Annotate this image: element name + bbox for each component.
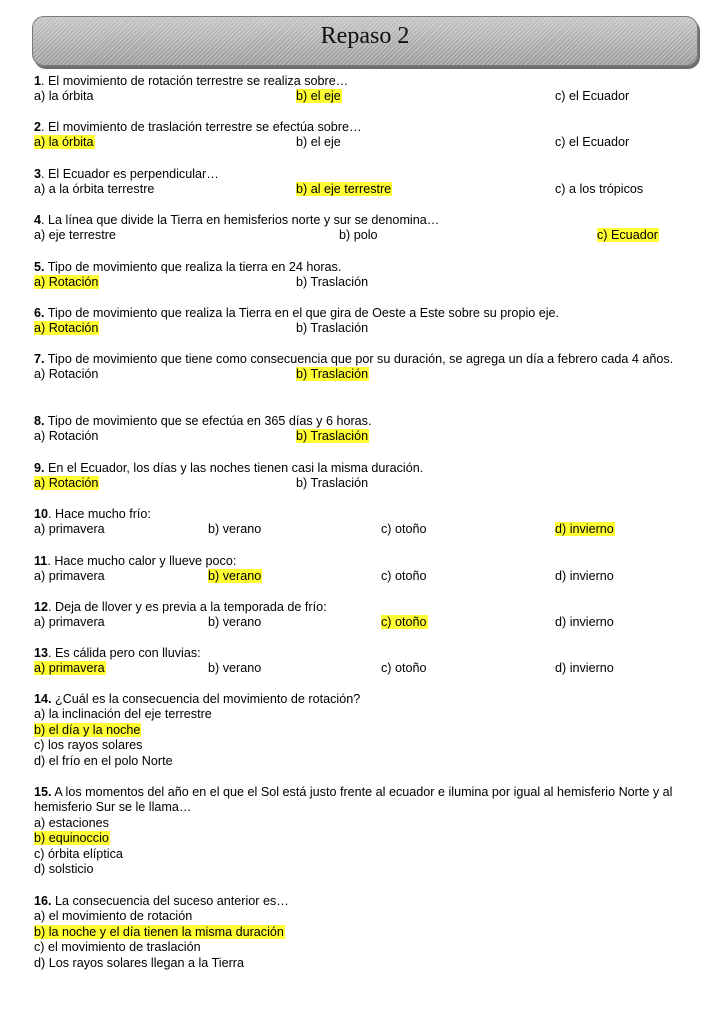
option-text: d) el frío en el polo Norte — [34, 753, 173, 768]
question-stem — [34, 352, 722, 367]
option-d — [34, 862, 722, 877]
option-c — [381, 661, 428, 676]
question-number: 13 — [34, 646, 49, 660]
option-text: b) Traslación — [296, 429, 369, 444]
question-text: . Hace mucho frío: — [48, 507, 151, 521]
option-b — [296, 182, 392, 197]
question-number: 16. — [34, 894, 52, 908]
option-text: c) otoño — [381, 569, 427, 584]
option-text: b) equinoccio — [34, 831, 109, 846]
option-b — [208, 661, 262, 676]
option-a — [34, 816, 722, 831]
option-text: a) la órbita — [34, 89, 94, 104]
question-number: 9. — [34, 461, 45, 475]
option-b — [296, 367, 369, 382]
option-d — [34, 956, 722, 971]
title-banner — [32, 16, 698, 66]
question-stem — [34, 894, 722, 909]
option-c — [381, 615, 428, 630]
question-number: 3 — [34, 167, 42, 181]
option-text: a) Rotación — [34, 321, 99, 336]
option-text: b) verano — [208, 522, 262, 537]
question-stem — [34, 306, 722, 321]
question-text: En el Ecuador, los días y las noches tienen casi la misma duración. — [44, 461, 424, 475]
option-a — [34, 429, 99, 444]
option-b — [208, 615, 262, 630]
option-b — [208, 569, 262, 584]
option-text: c) el Ecuador — [555, 135, 630, 150]
question-number: 1 — [34, 74, 42, 88]
question-6 — [34, 306, 722, 337]
option-c — [34, 847, 722, 862]
option-text: a) Rotación — [34, 429, 99, 444]
option-text: a) primavera — [34, 615, 105, 630]
option-text: c) a los trópicos — [555, 182, 644, 197]
option-text: b) verano — [208, 615, 262, 630]
option-text: a) primavera — [34, 522, 105, 537]
option-text: a) la inclinación del eje terrestre — [34, 707, 212, 722]
page-title: Repaso 2 — [320, 23, 410, 49]
question-text: Tipo de movimiento que tiene como consecuencia que por su duración, se agrega un día a febrero cada 4 años. — [44, 352, 674, 366]
option-text: b) polo — [339, 228, 378, 243]
question-14 — [34, 692, 722, 769]
option-text: a) estaciones — [34, 815, 109, 830]
option-text: b) Traslación — [296, 476, 369, 491]
option-c — [555, 182, 644, 197]
option-a — [34, 707, 722, 722]
question-7 — [34, 352, 722, 383]
option-a — [34, 321, 99, 336]
option-b — [296, 135, 342, 150]
question-12 — [34, 600, 722, 631]
option-text: a) Rotación — [34, 275, 99, 290]
question-stem — [34, 646, 722, 661]
option-text: d) invierno — [555, 661, 614, 676]
option-text: b) Traslación — [296, 321, 369, 336]
option-text: c) otoño — [381, 661, 427, 676]
option-d — [555, 569, 615, 584]
question-number: 15. — [34, 785, 52, 799]
question-9 — [34, 461, 722, 492]
option-a — [34, 615, 106, 630]
option-text: d) Los rayos solares llegan a la Tierra — [34, 955, 244, 970]
question-text: . El movimiento de traslación terrestre se efectúa sobre… — [41, 120, 362, 134]
question-text: . El Ecuador es perpendicular… — [41, 167, 219, 181]
option-a — [34, 569, 106, 584]
option-b — [34, 831, 722, 846]
question-5 — [34, 260, 722, 291]
option-text: c) el movimiento de traslación — [34, 940, 201, 955]
option-c — [597, 228, 659, 243]
question-stem — [34, 74, 722, 89]
question-stem — [34, 260, 722, 275]
question-number: 5. — [34, 260, 45, 274]
option-a — [34, 135, 95, 150]
option-text: c) órbita elíptica — [34, 846, 123, 861]
option-a — [34, 275, 99, 290]
question-11 — [34, 554, 722, 585]
option-text: c) otoño — [381, 615, 427, 630]
question-number: 11 — [34, 554, 48, 568]
question-stem — [34, 600, 722, 615]
question-stem — [34, 785, 722, 816]
option-c — [34, 940, 722, 955]
option-c — [381, 569, 428, 584]
option-c — [34, 738, 722, 753]
option-a — [34, 476, 99, 491]
question-text: . La línea que divide la Tierra en hemisferios norte y sur se denomina… — [41, 213, 440, 227]
option-text: b) Traslación — [296, 367, 369, 382]
option-d — [34, 754, 722, 769]
option-text: b) verano — [208, 569, 262, 584]
question-stem — [34, 692, 722, 707]
option-text: b) el eje — [296, 89, 341, 104]
option-text: d) invierno — [555, 569, 614, 584]
question-number: 6. — [34, 306, 45, 320]
option-b — [208, 522, 262, 537]
question-stem — [34, 507, 722, 522]
option-text: d) solsticio — [34, 862, 94, 877]
question-number: 10 — [34, 507, 49, 521]
question-stem — [34, 554, 722, 569]
question-16 — [34, 894, 722, 971]
question-stem — [34, 414, 722, 429]
option-text: b) verano — [208, 661, 262, 676]
option-text: b) el día y la noche — [34, 722, 141, 737]
question-number: 2 — [34, 120, 42, 134]
option-text: a) Rotación — [34, 367, 99, 382]
option-d — [555, 522, 615, 537]
option-a — [34, 367, 99, 382]
question-stem — [34, 461, 722, 476]
question-number: 8. — [34, 414, 45, 428]
option-a — [34, 661, 106, 676]
option-b — [34, 723, 722, 738]
question-3 — [34, 167, 722, 198]
question-number: 14. — [34, 692, 52, 706]
question-text: . El movimiento de rotación terrestre se realiza sobre… — [41, 74, 349, 88]
question-text: Tipo de movimiento que realiza la tierra en 24 horas. — [44, 260, 342, 274]
question-4 — [34, 213, 722, 244]
option-text: a) eje terrestre — [34, 228, 116, 243]
option-a — [34, 522, 106, 537]
question-text: . Deja de llover y es previa a la temporada de frío: — [48, 600, 327, 614]
option-b — [296, 89, 342, 104]
option-text: c) Ecuador — [597, 228, 658, 243]
question-stem — [34, 120, 722, 135]
question-text: Tipo de movimiento que realiza la Tierra en el que gira de Oeste a Este sobre su propio eje. — [44, 306, 560, 320]
option-text: a) a la órbita terrestre — [34, 182, 155, 197]
question-10 — [34, 507, 722, 538]
option-b — [339, 228, 379, 243]
question-13 — [34, 646, 722, 677]
option-text: b) al eje terrestre — [296, 182, 392, 197]
option-d — [555, 615, 615, 630]
option-text: c) otoño — [381, 522, 427, 537]
option-text: b) Traslación — [296, 275, 369, 290]
question-8 — [34, 414, 722, 445]
option-text: c) el Ecuador — [555, 89, 630, 104]
question-text: . Hace mucho calor y llueve poco: — [47, 554, 237, 568]
option-a — [34, 909, 722, 924]
option-a — [34, 228, 117, 243]
question-stem — [34, 213, 722, 228]
option-text: b) el eje — [296, 135, 341, 150]
question-text: ¿Cuál es la consecuencia del movimiento de rotación? — [51, 692, 361, 706]
question-number: 7. — [34, 352, 45, 366]
option-text: b) la noche y el día tienen la misma duración — [34, 924, 284, 939]
option-c — [555, 135, 630, 150]
option-b — [296, 429, 369, 444]
option-d — [555, 661, 615, 676]
question-text: La consecuencia del suceso anterior es… — [51, 894, 289, 908]
option-b — [296, 275, 369, 290]
option-a — [34, 182, 155, 197]
option-c — [381, 522, 428, 537]
option-text: a) primavera — [34, 661, 105, 676]
question-text: . Es cálida pero con lluvias: — [48, 646, 201, 660]
question-text: A los momentos del año en el que el Sol está justo frente al ecuador e ilumina por igual al hemisferio Norte y al hemisferio Sur se le llama… — [34, 785, 673, 815]
option-text: a) la órbita — [34, 135, 94, 150]
option-text: a) el movimiento de rotación — [34, 909, 193, 924]
option-text: d) invierno — [555, 615, 614, 630]
option-text: d) invierno — [555, 522, 614, 537]
option-b — [296, 476, 369, 491]
question-text: Tipo de movimiento que se efectúa en 365 días y 6 horas. — [44, 414, 372, 428]
question-15 — [34, 785, 722, 877]
option-a — [34, 89, 95, 104]
option-b — [296, 321, 369, 336]
question-2 — [34, 120, 722, 151]
question-stem — [34, 167, 722, 182]
option-text: a) primavera — [34, 569, 105, 584]
option-text: c) los rayos solares — [34, 738, 143, 753]
question-number: 12 — [34, 600, 49, 614]
option-text: a) Rotación — [34, 476, 99, 491]
question-1 — [34, 74, 722, 105]
option-c — [555, 89, 630, 104]
option-b — [34, 925, 722, 940]
question-number: 4 — [34, 213, 42, 227]
